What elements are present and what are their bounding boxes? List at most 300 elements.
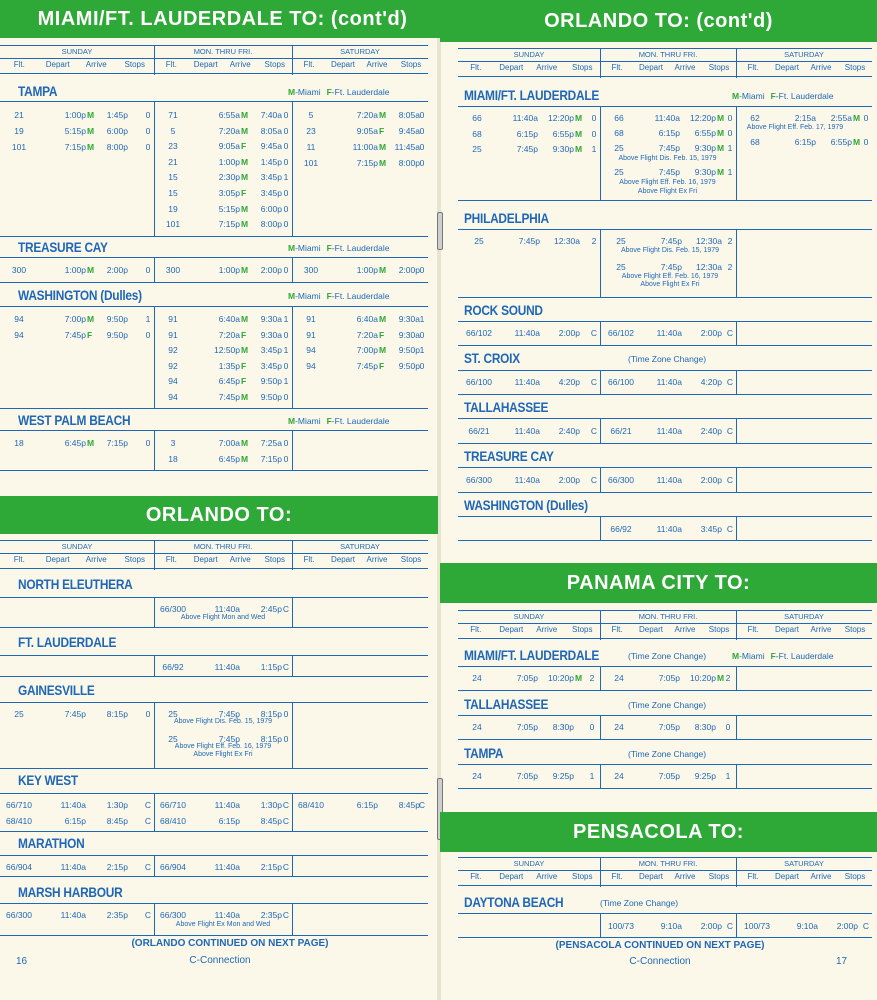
arrive-time: 2:00p (558, 475, 580, 485)
legend-f_label: -Ft. Lauderdale (331, 243, 390, 253)
col-flt: Flt. (165, 555, 177, 564)
legend-m: M (732, 651, 740, 661)
header-rule-mid (458, 623, 872, 624)
flight-number: 25 (616, 262, 626, 272)
flight-number: 300 (303, 265, 319, 275)
flight-number: 24 (614, 673, 624, 683)
flight-number: 66/710 (6, 800, 32, 810)
flight-number: 66/300 (466, 475, 492, 485)
section-rule-bottom (458, 540, 872, 541)
day-group-saturday: SATURDAY (784, 612, 824, 621)
airport-code: M (241, 125, 249, 136)
col-stops: Stops (708, 63, 730, 72)
header-rule-top (458, 857, 872, 858)
stops: 0 (283, 219, 289, 230)
stops: C (282, 604, 290, 614)
flight-number: 66/300 (6, 910, 32, 920)
arrive-time: 8:15p (260, 709, 282, 719)
col-stops: Stops (572, 872, 593, 881)
flight-number: 71 (168, 110, 178, 120)
depart-time: 5:15p (64, 126, 86, 136)
airport-code: M (241, 454, 249, 464)
arrive-time: 7:40a (260, 110, 282, 120)
column-labels (154, 555, 292, 568)
stops: 0 (145, 329, 151, 340)
header-rule-top (458, 48, 872, 49)
schedule-row (600, 523, 736, 535)
schedule-row (0, 329, 154, 341)
schedule-row (600, 112, 736, 124)
city-name: ST. CROIX (464, 350, 520, 366)
depart-time: 11:40a (514, 377, 540, 387)
airport-code: M (379, 158, 387, 168)
flight-number: 19 (168, 203, 178, 214)
airport-code: M (379, 142, 387, 152)
banner-panama-city (440, 563, 877, 603)
depart-time: 2:15a (794, 113, 816, 123)
flight-number: 92 (168, 345, 178, 355)
schedule-header (0, 540, 428, 570)
flight-number: 25 (472, 144, 482, 154)
flight-number: 25 (168, 734, 178, 744)
section-rule-top (458, 229, 872, 230)
stops: C (282, 910, 290, 920)
arrive-time: 9:30p (552, 144, 574, 154)
col-depart: Depart (638, 63, 663, 72)
airport-code: F (241, 360, 247, 371)
header-rule-bot (0, 568, 428, 569)
schedule-row (458, 143, 600, 155)
col-flt: Flt. (747, 872, 759, 881)
header-rule-bot (0, 73, 428, 74)
schedule-row (600, 770, 736, 782)
stops: 0 (419, 265, 425, 275)
flight-note: Above Flight Ex Mon and Wed (175, 921, 271, 928)
schedule-row (458, 474, 600, 486)
legend-f: F (770, 651, 776, 661)
arrive-time: 2:15p (106, 862, 128, 872)
continued-note: (ORLANDO CONTINUED ON NEXT PAGE) (131, 938, 329, 949)
airport-code: M (853, 137, 861, 147)
arrive-time: 2:15p (260, 862, 282, 872)
flight-number: 91 (306, 314, 316, 324)
col-flt: Flt. (470, 625, 482, 634)
section-rule-top (0, 702, 428, 703)
continued-note: (PENSACOLA CONTINUED ON NEXT PAGE) (555, 940, 765, 951)
section-rule-top (0, 655, 428, 656)
header-rule-mid (458, 870, 872, 871)
depart-time: 7:20a (218, 125, 240, 136)
flight-number: 15 (168, 188, 178, 198)
airport-code: F (87, 329, 93, 340)
depart-time: 7:45p (64, 329, 86, 340)
column-labels (292, 555, 428, 568)
depart-time: 6:45p (64, 438, 86, 448)
section-rule-top (458, 666, 872, 667)
arrive-time: 3:45p (700, 524, 722, 534)
schedule-row (458, 128, 600, 140)
flight-number: 21 (14, 110, 24, 120)
flight-number: 25 (616, 236, 626, 246)
header-divider (736, 610, 737, 640)
time-zone-note: (Time Zone Change) (628, 749, 707, 759)
schedule-row (458, 327, 600, 339)
stops: 0 (419, 329, 425, 340)
col-stops: Stops (844, 625, 866, 634)
schedule-row (154, 437, 292, 449)
col-stops: Stops (708, 872, 730, 881)
col-stops: Stops (264, 60, 285, 69)
arrive-time: 11:45a (394, 142, 420, 152)
depart-time: 7:05p (516, 722, 538, 732)
stops: 0 (145, 142, 151, 152)
stops: C (726, 524, 734, 534)
arrive-time: 3:45p (260, 172, 282, 183)
day-group-monfri: MON. THRU FRI. (193, 542, 253, 551)
airport-code: M (241, 203, 249, 214)
header-rule-top (0, 45, 428, 46)
arrive-time: 8:45p (260, 816, 282, 826)
section-divider (292, 597, 293, 627)
section-divider (736, 370, 737, 394)
schedule-row (154, 156, 292, 168)
flight-number: 66/21 (610, 426, 632, 436)
arrive-time: 8:05a (398, 110, 420, 120)
arrive-time: 7:15p (260, 454, 282, 464)
stops: 0 (419, 158, 425, 168)
legend-m_label: -Miami (295, 291, 321, 301)
section-rule-top (458, 106, 872, 107)
section-rule-bottom (458, 492, 872, 493)
section-divider (292, 430, 293, 470)
stops: 1 (283, 314, 289, 324)
flight-number: 19 (14, 126, 24, 136)
flight-number: 94 (168, 391, 178, 402)
stops: 1 (145, 314, 151, 324)
arrive-time: 8:15p (260, 734, 282, 744)
flight-number: 66/904 (6, 862, 32, 872)
legend-f: F (326, 416, 332, 426)
arrive-time: 9:30a (398, 314, 420, 324)
col-flt: Flt. (303, 555, 315, 564)
flight-number: 101 (165, 219, 181, 230)
airport-code: M (717, 167, 725, 177)
schedule-row (600, 672, 736, 684)
column-labels (736, 625, 872, 638)
airport-code: M (575, 144, 583, 154)
schedule-row (292, 109, 428, 121)
schedule-row (154, 125, 292, 137)
stops: 0 (283, 141, 289, 152)
column-labels (154, 60, 292, 73)
section-divider (736, 418, 737, 443)
section-divider (154, 101, 155, 236)
arrive-time: 9:50p (260, 391, 282, 402)
stops: 0 (419, 142, 425, 152)
schedule-row (292, 360, 428, 372)
schedule-header (458, 857, 872, 887)
city-name: WEST PALM BEACH (18, 412, 131, 428)
schedule-row (600, 721, 736, 733)
schedule-row (0, 708, 154, 720)
flight-number: 24 (614, 771, 624, 781)
time-zone-note: (Time Zone Change) (628, 354, 707, 364)
banner-pensacola (440, 812, 877, 852)
section-divider (292, 855, 293, 876)
arrive-time: 8:00p (260, 219, 282, 230)
flight-number: 66/100 (608, 377, 634, 387)
stops: C (144, 800, 152, 810)
time-zone-note: (Time Zone Change) (628, 651, 707, 661)
col-stops: Stops (572, 63, 593, 72)
airport-legend (288, 416, 389, 426)
col-stops: Stops (844, 63, 866, 72)
depart-time: 11:40a (214, 910, 240, 920)
depart-time: 7:45p (516, 144, 538, 154)
depart-time: 7:45p (658, 167, 680, 177)
col-depart: Depart (499, 625, 524, 634)
banner-title: PANAMA CITY TO: (566, 572, 751, 594)
schedule-row (600, 376, 736, 388)
schedule-row (154, 171, 292, 183)
col-depart: Depart (330, 60, 355, 69)
header-divider (600, 48, 601, 78)
schedule-row (154, 453, 292, 465)
col-arrive: Arrive (536, 63, 558, 72)
page-number: 16 (16, 956, 28, 967)
legend-f: F (326, 291, 332, 301)
schedule-row (154, 661, 292, 673)
schedule-row (458, 425, 600, 437)
banner-title: MIAMI/FT. LAUDERDALE TO: (cont'd) (37, 8, 408, 30)
depart-time: 11:40a (214, 662, 240, 672)
airport-legend (288, 87, 389, 97)
arrive-time: 2:40p (558, 426, 580, 436)
col-arrive: Arrive (366, 60, 388, 69)
depart-time: 12:50p (214, 345, 240, 355)
col-depart: Depart (774, 625, 799, 634)
arrive-time: 3:45p (260, 360, 282, 371)
header-divider (154, 45, 155, 75)
col-arrive: Arrive (229, 555, 251, 564)
flight-number: 23 (168, 141, 178, 152)
day-group-saturday: SATURDAY (340, 47, 380, 56)
airport-code: M (379, 265, 387, 275)
banner-title: ORLANDO TO: (145, 504, 293, 526)
depart-time: 7:45p (218, 734, 240, 744)
schedule-row (458, 770, 600, 782)
stops: C (590, 328, 598, 338)
schedule-row (154, 218, 292, 230)
col-stops: Stops (124, 555, 145, 564)
depart-time: 7:05p (658, 722, 680, 732)
depart-time: 7:05p (658, 771, 680, 781)
stops: 0 (145, 110, 151, 120)
arrive-time: 8:45p (106, 816, 128, 826)
section-rule-bottom (458, 345, 872, 346)
depart-time: 6:15p (218, 816, 240, 826)
flight-number: 66 (614, 113, 624, 123)
flight-number: 66/904 (160, 862, 186, 872)
col-arrive: Arrive (366, 555, 388, 564)
stops: 1 (419, 345, 425, 355)
section-divider (736, 715, 737, 739)
section-divider (736, 764, 737, 788)
flight-note: Above Flight Eff. Feb. 16, 1979 (621, 273, 719, 280)
airport-code: M (853, 113, 861, 123)
stops: 0 (283, 156, 289, 167)
flight-number: 91 (168, 329, 178, 340)
city-name: GAINESVILLE (18, 682, 95, 698)
flight-number: 68/410 (6, 816, 32, 826)
depart-time: 7:15p (64, 142, 86, 152)
col-arrive: Arrive (229, 60, 251, 69)
schedule-row (154, 140, 292, 152)
city-name: KEY WEST (18, 772, 78, 788)
depart-time: 11:40a (656, 377, 682, 387)
flight-number: 92 (168, 360, 178, 371)
section-rule-bottom (0, 236, 428, 237)
airport-code: F (241, 188, 247, 198)
banner-title: PENSACOLA TO: (573, 821, 744, 843)
stops: 0 (863, 137, 869, 147)
legend-m: M (732, 91, 740, 101)
stops: 0 (419, 360, 425, 371)
airport-code: M (717, 113, 725, 123)
column-labels (600, 872, 736, 885)
header-rule-bot (458, 885, 872, 886)
depart-time: 6:40a (356, 314, 378, 324)
schedule-row (458, 672, 600, 684)
day-group-monfri: MON. THRU FRI. (193, 47, 253, 56)
col-depart: Depart (45, 555, 70, 564)
depart-time: 11:40a (512, 113, 538, 123)
airport-code: M (87, 110, 95, 120)
header-rule-bot (458, 76, 872, 77)
schedule-row (600, 920, 736, 932)
schedule-row (292, 313, 428, 325)
legend-m: M (288, 291, 296, 301)
schedule-row (736, 136, 872, 148)
col-depart: Depart (638, 872, 663, 881)
section-rule-top (0, 597, 428, 598)
section-rule-bottom (0, 627, 428, 628)
arrive-time: 8:30p (694, 722, 716, 732)
depart-time: 7:05p (516, 673, 538, 683)
section-rule-bottom (0, 768, 428, 769)
section-rule-bottom (0, 831, 428, 832)
flight-number: 5 (308, 110, 314, 120)
schedule-row (154, 360, 292, 372)
stops: 0 (145, 709, 151, 719)
depart-time: 7:45p (356, 360, 378, 371)
airport-code: M (241, 438, 249, 448)
arrive-time: 9:45a (260, 141, 282, 152)
section-rule-bottom (458, 739, 872, 740)
schedule-row (154, 909, 292, 921)
flight-number: 100/73 (744, 921, 770, 931)
flight-note: Above Flight Ex Fri (640, 281, 700, 288)
depart-time: 1:00p (356, 265, 378, 275)
flight-number: 94 (14, 329, 24, 340)
schedule-row (0, 264, 154, 276)
airport-code: M (87, 142, 95, 152)
flight-number: 66/300 (608, 475, 634, 485)
flight-number: 66/300 (160, 910, 186, 920)
airport-code: F (241, 376, 247, 386)
depart-time: 1:35p (218, 360, 240, 371)
arrive-time: 4:20p (558, 377, 580, 387)
depart-time: 11:40a (514, 328, 540, 338)
legend-f: F (326, 87, 332, 97)
airport-code: M (241, 345, 249, 355)
stops: 1 (283, 172, 289, 183)
schedule-row (292, 264, 428, 276)
arrive-time: 9:30p (694, 167, 716, 177)
flight-number: 66/102 (608, 328, 634, 338)
header-divider (600, 610, 601, 640)
depart-time: 6:55a (218, 110, 240, 120)
depart-time: 1:00p (218, 156, 240, 167)
col-depart: Depart (499, 63, 524, 72)
depart-time: 3:05p (218, 188, 240, 198)
section-rule-top (0, 257, 428, 258)
schedule-header (458, 610, 872, 640)
section-rule-bottom (0, 282, 428, 283)
flight-number: 24 (472, 771, 482, 781)
schedule-row (458, 112, 600, 124)
stops: 0 (283, 265, 289, 275)
section-rule-bottom (0, 408, 428, 409)
flight-number: 24 (472, 722, 482, 732)
depart-time: 7:45p (660, 236, 682, 246)
stops: C (862, 921, 870, 931)
flight-number: 68/410 (160, 816, 186, 826)
depart-time: 7:45p (658, 143, 680, 153)
flight-note: Above Flight Eff. Feb. 16, 1979 (619, 179, 716, 186)
arrive-time: 6:00p (106, 126, 128, 136)
column-labels (736, 872, 872, 885)
section-rule-top (458, 321, 872, 322)
legend-f: F (326, 243, 332, 253)
stops: 0 (283, 709, 289, 719)
section-divider (736, 516, 737, 540)
section-divider (292, 702, 293, 768)
airport-code: M (87, 126, 95, 136)
schedule-row (154, 109, 292, 121)
schedule-header (458, 48, 872, 78)
stops: 0 (863, 113, 869, 123)
arrive-time: 2:00p (558, 328, 580, 338)
stops: 2 (727, 262, 733, 272)
stops: 1 (727, 143, 733, 153)
day-group-saturday: SATURDAY (340, 542, 380, 551)
day-group-sunday: SUNDAY (513, 50, 545, 59)
arrive-time: 12:20p (690, 113, 716, 123)
depart-time: 11:40a (60, 910, 86, 920)
schedule-row (292, 141, 428, 153)
depart-time: 9:10a (796, 921, 818, 931)
arrive-time: 9:25p (552, 771, 574, 781)
day-group-sunday: SUNDAY (61, 542, 93, 551)
col-arrive: Arrive (674, 625, 696, 634)
column-labels (458, 872, 600, 885)
flight-number: 25 (14, 709, 24, 719)
col-flt: Flt. (611, 625, 623, 634)
stops: 0 (145, 126, 151, 136)
schedule-row (0, 141, 154, 153)
stops: 1 (419, 314, 425, 324)
